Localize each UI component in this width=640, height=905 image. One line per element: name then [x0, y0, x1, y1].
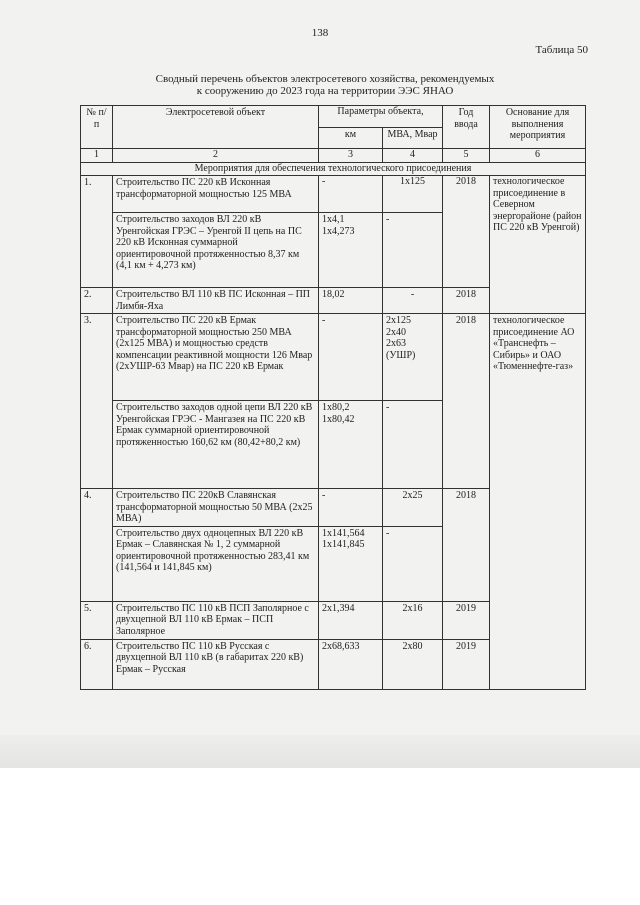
- row-object: Строительство ПС 220 кВ Исконная трансформаторной мощностью 125 МВА: [113, 176, 319, 213]
- col-number: 5: [443, 149, 490, 163]
- table-label: Таблица 50: [535, 44, 588, 56]
- row-km: -: [319, 176, 383, 213]
- header-params: Параметры объекта,: [319, 106, 443, 128]
- column-numbers-row: [81, 149, 586, 163]
- row-num: 5.: [81, 601, 113, 639]
- row-object: Строительство ПС 220кВ Славянская трансформаторной мощностью 50 МВА (2х25 МВА): [113, 489, 319, 527]
- row-num: 3.: [81, 314, 113, 489]
- row-mva: -: [383, 401, 443, 489]
- table-row: [81, 176, 586, 213]
- row-object: Строительство ПС 110 кВ Русская с двухцепной ВЛ 110 кВ (в габаритах 220 кВ) Ермак – Русская: [113, 639, 319, 689]
- header-object: Электросетевой объект: [113, 106, 319, 149]
- row-num: 1.: [81, 176, 113, 288]
- col-number: 3: [319, 149, 383, 163]
- row-object: Строительство ПС 110 кВ ПСП Заполярное с двухцепной ВЛ 110 кВ Ермак – ПСП Заполярное: [113, 601, 319, 639]
- objects-table: [80, 105, 586, 690]
- row-mva: -: [383, 288, 443, 314]
- row-mva: 2х125 2х40 2х63 (УШР): [383, 314, 443, 401]
- table-row: [81, 314, 586, 401]
- row-year: 2018: [443, 176, 490, 288]
- row-year: 2019: [443, 601, 490, 639]
- row-year: 2018: [443, 489, 490, 602]
- row-km: 2х68,633: [319, 639, 383, 689]
- header-num: № п/п: [81, 106, 113, 149]
- section-row: [81, 162, 586, 176]
- col-number: 6: [490, 149, 586, 163]
- section-title: Мероприятия для обеспечения технологического присоединения: [81, 162, 586, 176]
- row-num: 2.: [81, 288, 113, 314]
- row-mva: -: [383, 526, 443, 601]
- row-km: 2х1,394: [319, 601, 383, 639]
- col-number: 1: [81, 149, 113, 163]
- row-mva: 2х80: [383, 639, 443, 689]
- row-km: 1х80,2 1х80,42: [319, 401, 383, 489]
- header-basis: Основание для выполнения мероприятия: [490, 106, 586, 149]
- row-year: 2018: [443, 288, 490, 314]
- row-object: Строительство ПС 220 кВ Ермак трансформаторной мощностью 250 МВА (2х125 МВА) и мощностью средств компенсации реактивной мощности 126 Мвар (2хУШР-63 Мвар) на ПС 220 кВ Ермак: [113, 314, 319, 401]
- row-mva: 1х125: [383, 176, 443, 213]
- sheet-bottom-edge: [0, 735, 640, 768]
- row-year: 2018: [443, 314, 490, 489]
- row-basis: технологическое присоединение в Северном энергорайоне (район ПС 220 кВ Уренгой): [490, 176, 586, 314]
- row-mva: 2х16: [383, 601, 443, 639]
- row-mva: 2х25: [383, 489, 443, 527]
- row-num: 6.: [81, 639, 113, 689]
- row-km: 1х4,1 1х4,273: [319, 213, 383, 288]
- row-basis: технологическое присоединение АО «Транснефть – Сибирь» и ОАО «Тюменнефте-газ»: [490, 314, 586, 690]
- row-num: 4.: [81, 489, 113, 602]
- document-title: [110, 73, 540, 97]
- title-line-1: Сводный перечень объектов электросетевого хозяйства, рекомендуемых: [155, 73, 495, 85]
- col-number: 4: [383, 149, 443, 163]
- row-object: Строительство заходов одной цепи ВЛ 220 кВ Уренгойская ГРЭС - Мангазея на ПС 220 кВ Ермак суммарной ориентировочной протяженностью 160,62 км (80,42+80,2 км): [113, 401, 319, 489]
- col-number: 2: [113, 149, 319, 163]
- row-km: 18,02: [319, 288, 383, 314]
- title-line-2: к сооружению до 2023 года на территории ЭЭС ЯНАО: [196, 85, 454, 97]
- page-number: 138: [311, 27, 329, 39]
- row-km: 1х141,564 1х141,845: [319, 526, 383, 601]
- header-row: [81, 106, 586, 128]
- row-year: 2019: [443, 639, 490, 689]
- header-year: Год ввода: [443, 106, 490, 149]
- row-km: -: [319, 489, 383, 527]
- row-km: -: [319, 314, 383, 401]
- row-object: Строительство заходов ВЛ 220 кВ Уренгойская ГРЭС – Уренгой II цепь на ПС 220 кВ Исконная суммарной ориентировочной протяженностью 8,37 км (4,1 км + 4,273 км): [113, 213, 319, 288]
- row-object: Строительство двух одноцепных ВЛ 220 кВ Ермак – Славянская № 1, 2 суммарной ориентировочной протяженностью 283,41 км (141,564 и 141,845 км): [113, 526, 319, 601]
- row-mva: -: [383, 213, 443, 288]
- row-object: Строительство ВЛ 110 кВ ПС Исконная – ПП Лимбя-Яха: [113, 288, 319, 314]
- header-mva: МВА, Мвар: [383, 128, 443, 149]
- header-km: км: [319, 128, 383, 149]
